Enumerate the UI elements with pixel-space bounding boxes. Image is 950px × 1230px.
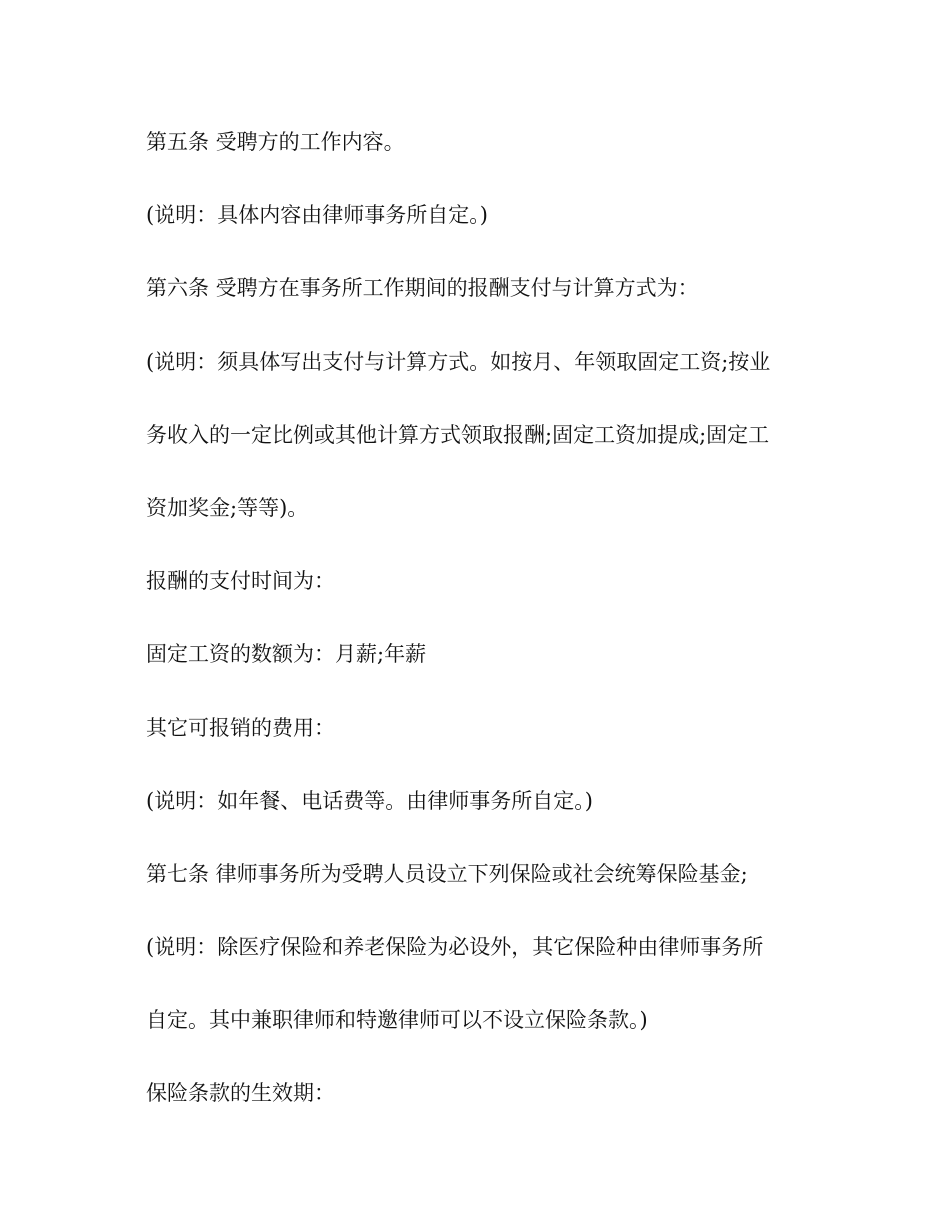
article-7-heading: 第七条 律师事务所为受聘人员设立下列保险或社会统筹保险基金; xyxy=(146,861,748,886)
blank-line xyxy=(146,453,826,490)
insurance-effective-date-field: 保险条款的生效期： xyxy=(146,1081,335,1106)
article-7-note-line-2: 自定。其中兼职律师和特邀律师可以不设立保险条款。) xyxy=(146,1008,648,1033)
payment-time-field: 报酬的支付时间为： xyxy=(146,569,335,594)
blank-line xyxy=(146,819,826,856)
blank-line xyxy=(146,892,826,929)
article-6-heading: 第六条 受聘方在事务所工作期间的报酬支付与计算方式为： xyxy=(146,276,699,301)
blank-line xyxy=(146,966,826,1003)
blank-line xyxy=(146,380,826,417)
blank-line xyxy=(146,746,826,783)
article-6-note-line-3: 资加奖金;等等)。 xyxy=(146,495,309,520)
reimbursable-expenses-field: 其它可报销的费用： xyxy=(146,715,335,740)
blank-line xyxy=(146,161,826,198)
blank-line xyxy=(146,1039,826,1076)
blank-line xyxy=(146,600,826,637)
fixed-salary-field: 固定工资的数额为：月薪;年薪 xyxy=(146,642,427,667)
article-7-note-line-1: (说明：除医疗保险和养老保险为必设外，其它保险种由律师事务所 xyxy=(146,935,764,960)
reimbursable-expenses-note: (说明：如年餐、电话费等。由律师事务所自定。) xyxy=(146,788,593,813)
article-5-heading: 第五条 受聘方的工作内容。 xyxy=(146,130,405,154)
article-5-note: (说明：具体内容由律师事务所自定。) xyxy=(146,203,488,228)
blank-line xyxy=(146,673,826,710)
article-6-note-line-1: (说明：须具体写出支付与计算方式。如按月、年领取固定工资;按业 xyxy=(146,349,771,374)
document-body xyxy=(146,124,826,1112)
blank-line xyxy=(146,307,826,344)
blank-line xyxy=(146,234,826,271)
blank-line xyxy=(146,527,826,564)
article-6-note-line-2: 务收入的一定比例或其他计算方式领取报酬;固定工资加提成;固定工 xyxy=(146,422,770,447)
